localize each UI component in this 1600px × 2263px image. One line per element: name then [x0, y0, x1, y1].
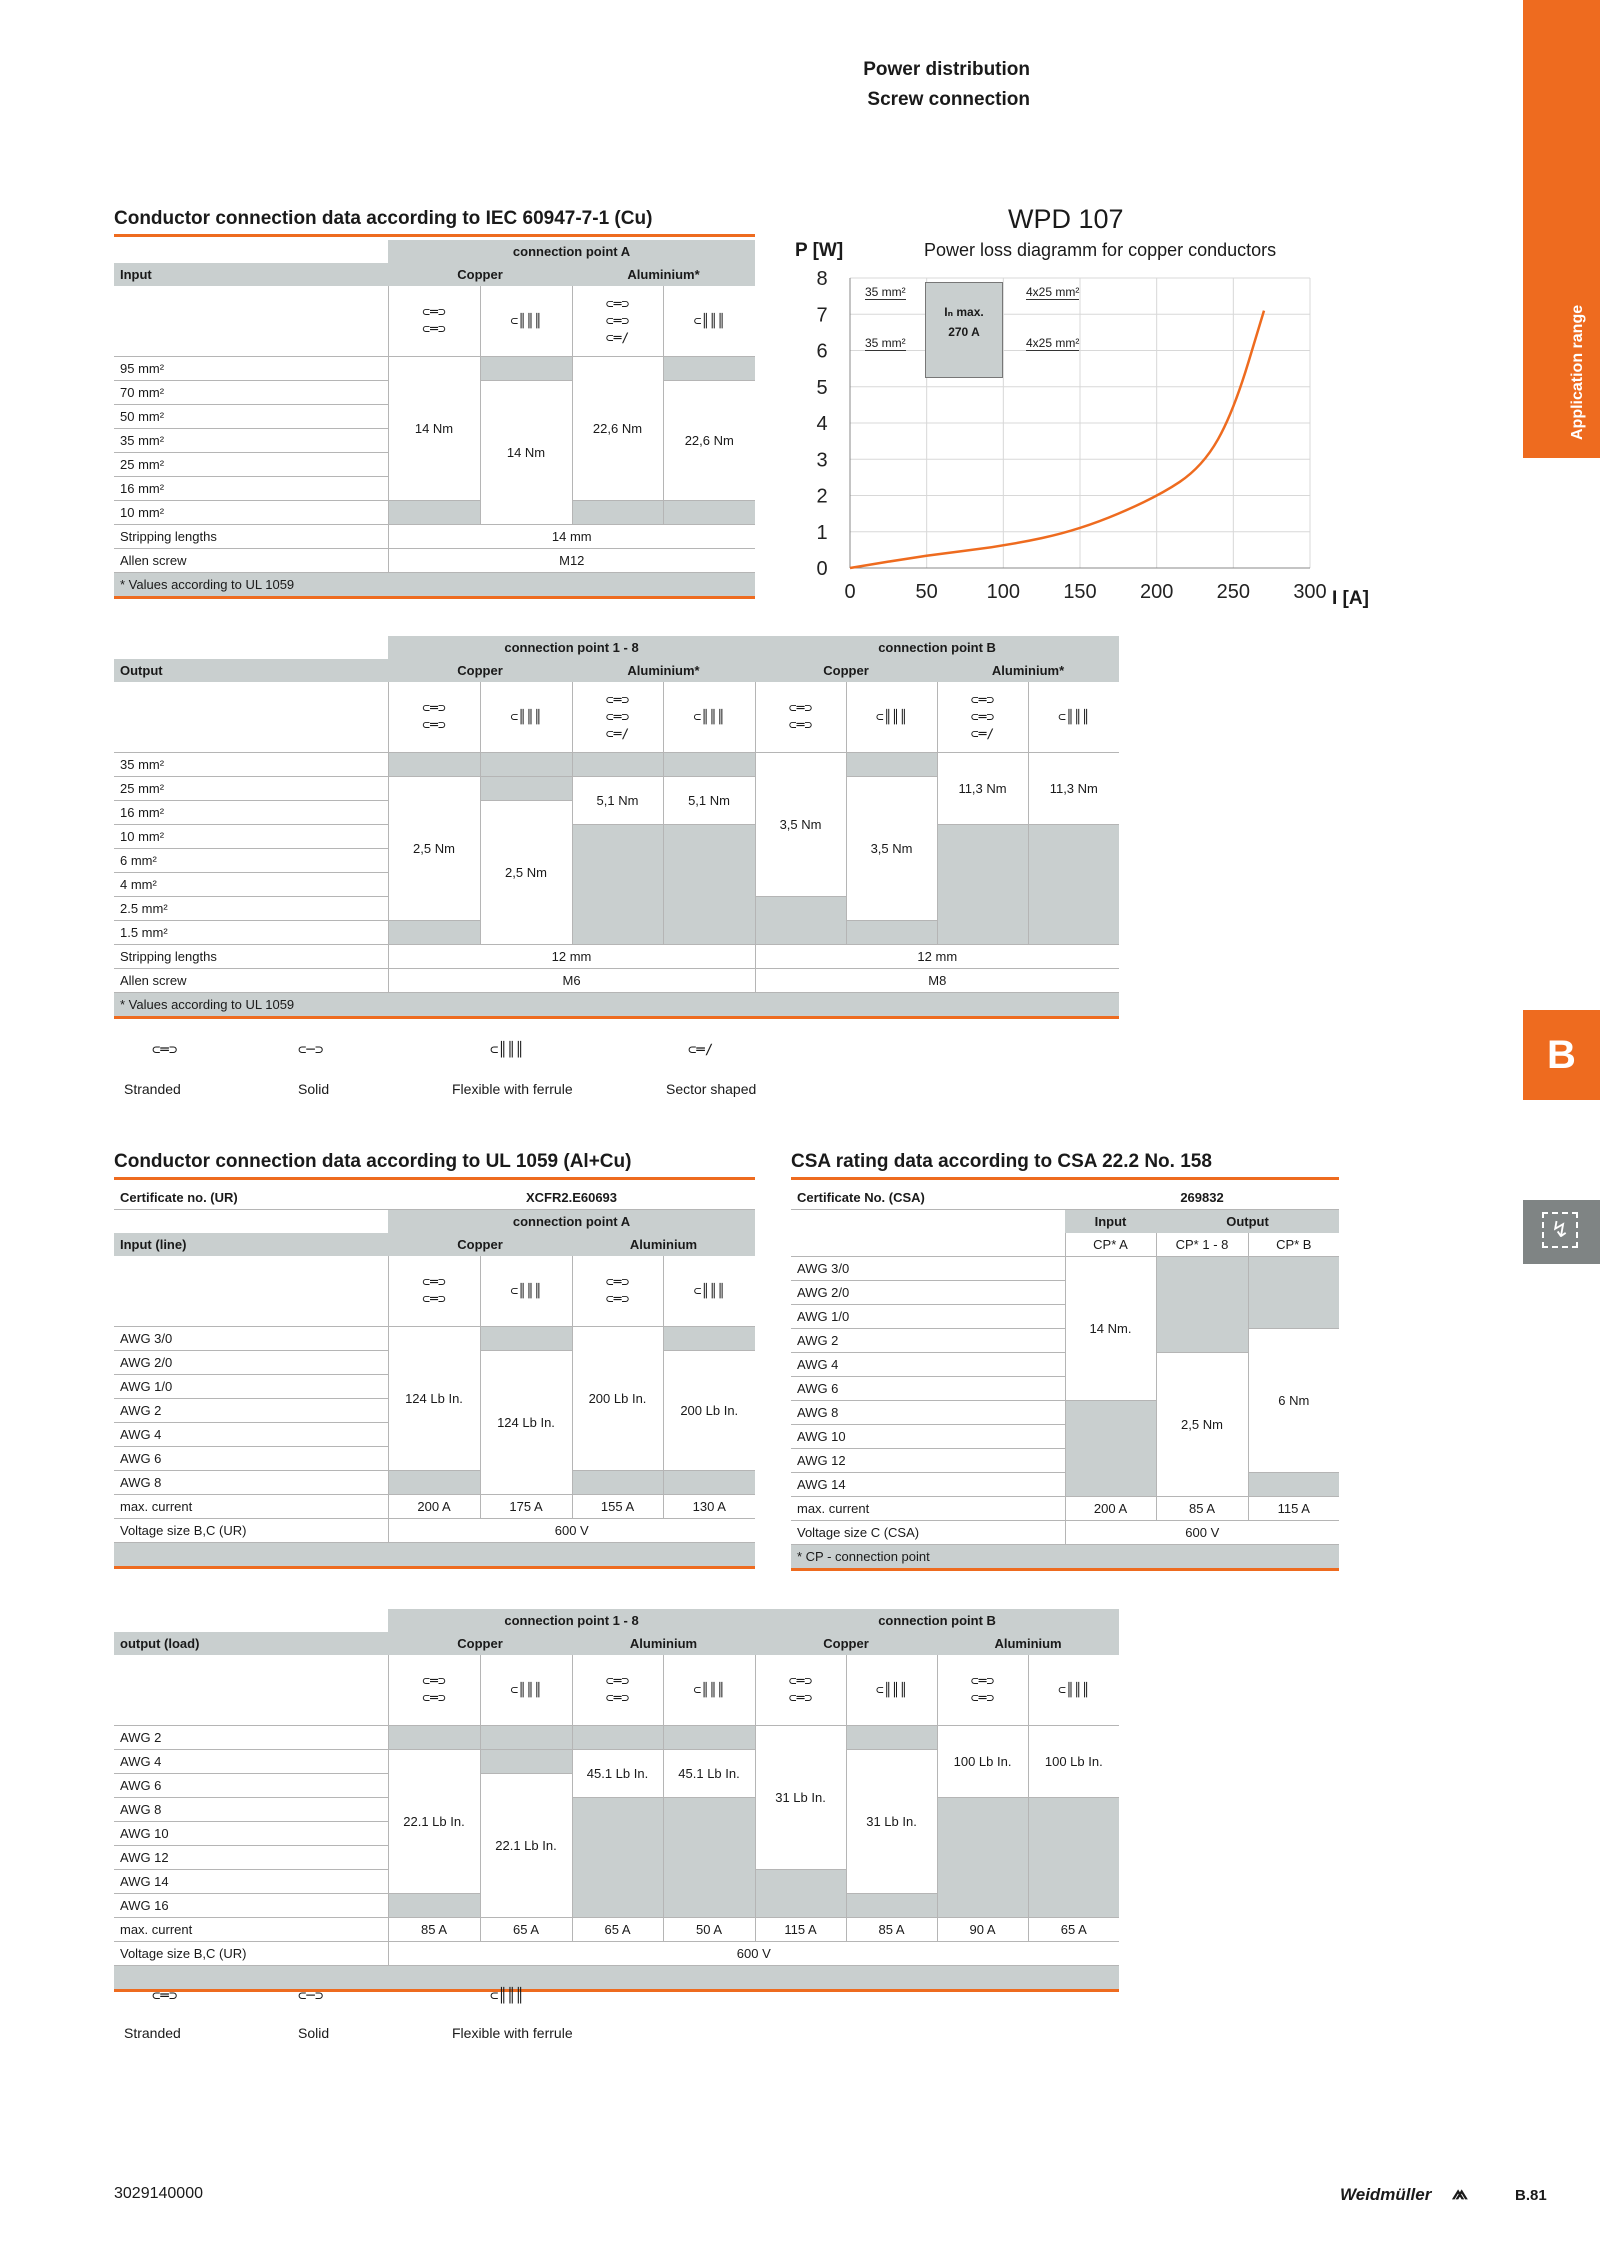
y-tick-label: 0: [816, 558, 828, 580]
ferrule-icon: ⊂║║║: [693, 1682, 725, 1698]
row-label: 1.5 mm²: [114, 921, 388, 945]
current-value: 115 A: [755, 1918, 846, 1942]
legend-ferrule: Flexible with ferrule: [452, 1081, 573, 1097]
legend-stranded: Stranded: [124, 1081, 181, 1097]
output-header: output (load): [114, 1632, 388, 1655]
anno-bottom-left: 35 mm²: [865, 336, 906, 350]
strip-value: 12 mm: [388, 945, 755, 969]
ferrule-icon: ⊂║║║: [510, 1283, 542, 1299]
iec-input-table: [114, 240, 755, 599]
chart-ylabel: P [W]: [795, 240, 844, 261]
current-value: 130 A: [663, 1495, 755, 1519]
stranded-legend-icon: ⊂═⊃: [152, 1988, 178, 2004]
row-label: 70 mm²: [114, 381, 388, 405]
ferrule-legend-icon: ⊂║║║: [490, 1042, 524, 1058]
value-31: 31 Lb In.: [846, 1750, 937, 1894]
csa-section-title: CSA rating data according to CSA 22.2 No. 158: [791, 1151, 1212, 1172]
current-value: 65 A: [572, 1918, 663, 1942]
legend-solid: Solid: [298, 1081, 330, 1097]
cp-b-value: 6 Nm: [1248, 1329, 1339, 1473]
group-header: connection point A: [388, 1210, 755, 1234]
value-45-1: 45.1 Lb In.: [572, 1750, 663, 1798]
value-5-1: 5,1 Nm: [663, 777, 755, 825]
power-loss-chart: [790, 270, 1330, 610]
al-ferrule-value: 22,6 Nm: [663, 381, 755, 501]
voltage-value: 600 V: [388, 1519, 755, 1543]
solid-sector-icon: ⊂═⊃ ⊂═⊃ ⊂═∕: [605, 692, 630, 742]
row-label: AWG 6: [114, 1774, 388, 1798]
row-label: AWG 8: [114, 1798, 388, 1822]
page-number: B.81: [1515, 2187, 1547, 2204]
voltage-label: Voltage size B,C (UR): [114, 1942, 388, 1966]
stranded-icon: ⊂═⊃ ⊂═⊃: [970, 1674, 995, 1706]
al-solid-value: 22,6 Nm: [572, 357, 663, 501]
row-label: AWG 14: [791, 1473, 1065, 1497]
iec-output-table: [114, 636, 1119, 1019]
row-label: 25 mm²: [114, 453, 388, 477]
strip-value: 12 mm: [755, 945, 1119, 969]
y-tick-label: 8: [816, 270, 828, 290]
strip-label: Stripping lengths: [114, 525, 388, 549]
copper-header: Copper: [388, 1233, 572, 1256]
section-letter-tab: B: [1523, 1010, 1600, 1100]
current-value: 65 A: [480, 1918, 572, 1942]
row-label: AWG 12: [791, 1449, 1065, 1473]
ferrule-icon: ⊂║║║: [510, 709, 542, 725]
x-tick-label: 150: [1063, 581, 1097, 603]
header-line1: Power distribution: [863, 59, 1030, 80]
ul-title-rule: [114, 1177, 755, 1180]
row-label: 35 mm²: [114, 429, 388, 453]
allen-label: Allen screw: [114, 549, 388, 573]
iec-title-rule: [114, 234, 755, 237]
value-45-1: 45.1 Lb In.: [663, 1750, 755, 1798]
value-22-1: 22.1 Lb In.: [480, 1774, 572, 1918]
row-label: AWG 1/0: [791, 1305, 1065, 1329]
ul-input-table: [114, 1186, 755, 1569]
in-max-box: [925, 282, 1003, 378]
aluminium-header: Aluminium*: [572, 263, 755, 286]
voltage-label: Voltage size C (CSA): [791, 1521, 1065, 1545]
current-value: 175 A: [480, 1495, 572, 1519]
sector-legend-icon: ⊂═∕: [688, 1042, 714, 1058]
lightning-icon: ↯: [1542, 1212, 1578, 1248]
aluminium-header: Aluminium*: [572, 659, 755, 682]
strip-value: 14 mm: [388, 525, 755, 549]
application-range-tab: [1523, 0, 1600, 458]
anno-top-left: 35 mm²: [865, 285, 906, 299]
row-label: 25 mm²: [114, 777, 388, 801]
row-label: AWG 12: [114, 1846, 388, 1870]
y-tick-label: 1: [816, 521, 828, 544]
y-tick-label: 2: [816, 485, 828, 508]
current-label: max. current: [114, 1918, 388, 1942]
row-label: 50 mm²: [114, 405, 388, 429]
group2-header: connection point B: [755, 636, 1119, 659]
row-label: AWG 4: [791, 1353, 1065, 1377]
y-tick-label: 3: [816, 449, 828, 472]
group1-header: connection point 1 - 8: [388, 1609, 755, 1632]
al-ferrule-value: 200 Lb In.: [663, 1351, 755, 1471]
row-label: AWG 8: [114, 1471, 388, 1495]
y-tick-label: 4: [816, 413, 828, 435]
group1-header: connection point 1 - 8: [388, 636, 755, 659]
header-line2: Screw connection: [867, 89, 1030, 110]
part-number: 3029140000: [114, 2185, 203, 2202]
row-label: AWG 4: [114, 1423, 388, 1447]
stranded-legend-icon: ⊂═⊃: [152, 1042, 178, 1058]
legend-sector: Sector shaped: [666, 1081, 757, 1097]
current-value: 115 A: [1248, 1497, 1339, 1521]
row-label: AWG 10: [114, 1822, 388, 1846]
input-header: Input (line): [114, 1233, 388, 1256]
solid-sector-icon: ⊂═⊃ ⊂═⊃ ⊂═∕: [970, 692, 995, 742]
csa-table: [791, 1186, 1339, 1571]
cu-ferrule-value: 14 Nm: [480, 381, 572, 525]
voltage-value: 600 V: [388, 1942, 1119, 1966]
chart-xlabel: I [A]: [1332, 588, 1369, 609]
ferrule-icon: ⊂║║║: [1058, 709, 1090, 725]
x-tick-label: 100: [986, 581, 1021, 603]
value-2-5: 2,5 Nm: [388, 777, 480, 921]
copper-header: Copper: [388, 263, 572, 286]
ul-section-title: Conductor connection data according to UL 1059 (Al+Cu): [114, 1151, 632, 1172]
cp-18-header: CP* 1 - 8: [1156, 1233, 1248, 1257]
copper-header: Copper: [388, 659, 572, 682]
y-tick-label: 7: [816, 304, 828, 327]
chart-subtitle: Power loss diagramm for copper conductors: [924, 240, 1277, 260]
output-header: Output: [114, 659, 388, 682]
x-tick-label: 300: [1293, 581, 1327, 603]
ferrule-icon: ⊂║║║: [1058, 1682, 1090, 1698]
iec-note: * Values according to UL 1059: [114, 573, 755, 598]
voltage-label: Voltage size B,C (UR): [114, 1519, 388, 1543]
value-5-1: 5,1 Nm: [572, 777, 663, 825]
output-header: Output: [1156, 1210, 1339, 1234]
row-label: 4 mm²: [114, 873, 388, 897]
row-label: 6 mm²: [114, 849, 388, 873]
row-label: 10 mm²: [114, 501, 388, 525]
anno-bottom-right: 4x25 mm²: [1026, 336, 1080, 350]
strip-label: Stripping lengths: [114, 945, 388, 969]
legend-ferrule: Flexible with ferrule: [452, 2025, 573, 2041]
row-label: AWG 10: [791, 1425, 1065, 1449]
copper-header: Copper: [388, 1632, 572, 1655]
solid-sector-icon: ⊂═⊃ ⊂═⊃ ⊂═∕: [605, 296, 630, 346]
solid-legend-icon: ⊂─⊃: [298, 1988, 324, 2004]
allen-value: M12: [388, 549, 755, 573]
in-max-label: Iₙ max.: [944, 305, 984, 319]
csa-note: * CP - connection point: [791, 1545, 1339, 1570]
current-value: 85 A: [1156, 1497, 1248, 1521]
stranded-icon: ⊂═⊃ ⊂═⊃: [422, 1275, 446, 1307]
row-label: 35 mm²: [114, 753, 388, 777]
aluminium-header: Aluminium: [572, 1632, 755, 1655]
stranded-icon: ⊂═⊃ ⊂═⊃: [788, 701, 813, 733]
row-label: AWG 8: [791, 1401, 1065, 1425]
x-tick-label: 200: [1139, 581, 1174, 603]
ferrule-icon: ⊂║║║: [693, 709, 725, 725]
input-value: 14 Nm.: [1065, 1257, 1156, 1401]
value-3-5: 3,5 Nm: [755, 753, 846, 897]
ferrule-legend-icon: ⊂║║║: [490, 1988, 524, 2004]
copper-header: Copper: [755, 1632, 937, 1655]
current-value: 200 A: [388, 1495, 480, 1519]
x-tick-label: 50: [915, 581, 938, 603]
current-value: 155 A: [572, 1495, 663, 1519]
value-100: 100 Lb In.: [1028, 1726, 1119, 1798]
aluminium-header: Aluminium: [572, 1233, 755, 1256]
row-label: AWG 2: [114, 1399, 388, 1423]
row-label: 16 mm²: [114, 801, 388, 825]
ferrule-icon: ⊂║║║: [510, 313, 542, 329]
legend-solid: Solid: [298, 2025, 330, 2041]
x-tick-label: 250: [1216, 581, 1251, 603]
voltage-value: 600 V: [1065, 1521, 1339, 1545]
row-label: AWG 6: [791, 1377, 1065, 1401]
row-label: AWG 2/0: [791, 1281, 1065, 1305]
row-label: AWG 4: [114, 1750, 388, 1774]
cp-18-value: 2,5 Nm: [1156, 1353, 1248, 1497]
ferrule-icon: ⊂║║║: [693, 313, 725, 329]
power-icon-tab: [1523, 1200, 1600, 1264]
aluminium-header: Aluminium*: [937, 659, 1119, 682]
y-tick-label: 6: [816, 340, 828, 363]
value-22-1: 22.1 Lb In.: [388, 1750, 480, 1894]
stranded-icon: ⊂═⊃ ⊂═⊃: [422, 305, 446, 337]
group2-header: connection point B: [755, 1609, 1119, 1632]
ferrule-icon: ⊂║║║: [875, 709, 908, 725]
row-label: AWG 6: [114, 1447, 388, 1471]
current-value: 65 A: [1028, 1918, 1119, 1942]
solid-legend-icon: ⊂─⊃: [298, 1042, 324, 1058]
row-label: AWG 14: [114, 1870, 388, 1894]
cert-label: Certificate No. (CSA): [791, 1186, 1065, 1210]
stranded-icon: ⊂═⊃ ⊂═⊃: [788, 1674, 813, 1706]
input-header: Input: [1065, 1210, 1156, 1234]
row-label: AWG 1/0: [114, 1375, 388, 1399]
iec-section-title: Conductor connection data according to IEC 60947-7-1 (Cu): [114, 208, 653, 229]
row-label: AWG 3/0: [114, 1327, 388, 1351]
legend-stranded: Stranded: [124, 2025, 181, 2041]
stranded-icon: ⊂═⊃ ⊂═⊃: [422, 701, 446, 733]
cu-stranded-value: 14 Nm: [388, 357, 480, 501]
value-100: 100 Lb In.: [937, 1726, 1028, 1798]
current-value: 200 A: [1065, 1497, 1156, 1521]
value-11-3: 11,3 Nm: [937, 753, 1028, 825]
ferrule-icon: ⊂║║║: [510, 1682, 542, 1698]
current-value: 85 A: [846, 1918, 937, 1942]
application-range-label: Application range: [1569, 304, 1586, 440]
row-label: 10 mm²: [114, 825, 388, 849]
row-label: AWG 2/0: [114, 1351, 388, 1375]
value-11-3: 11,3 Nm: [1028, 753, 1119, 825]
x-tick-label: 0: [844, 581, 856, 603]
stranded-icon: ⊂═⊃ ⊂═⊃: [605, 1275, 630, 1307]
current-value: 50 A: [663, 1918, 755, 1942]
al-value: 200 Lb In.: [572, 1327, 663, 1471]
y-tick-label: 5: [816, 376, 828, 399]
current-value: 90 A: [937, 1918, 1028, 1942]
row-label: 95 mm²: [114, 357, 388, 381]
stranded-icon: ⊂═⊃ ⊂═⊃: [605, 1674, 630, 1706]
current-label: max. current: [114, 1495, 388, 1519]
value-3-5: 3,5 Nm: [846, 777, 937, 921]
current-label: max. current: [791, 1497, 1065, 1521]
copper-header: Copper: [755, 659, 937, 682]
cert-value: 269832: [1065, 1186, 1339, 1210]
in-max-value: 270 A: [948, 325, 980, 339]
row-label: AWG 2: [114, 1726, 388, 1750]
allen-label: Allen screw: [114, 969, 388, 993]
cert-label: Certificate no. (UR): [114, 1186, 388, 1210]
row-label: AWG 3/0: [791, 1257, 1065, 1281]
row-label: AWG 2: [791, 1329, 1065, 1353]
ul-output-table: [114, 1609, 1119, 1992]
group-header: connection point A: [388, 240, 755, 263]
cp-a-header: CP* A: [1065, 1233, 1156, 1257]
row-label: 16 mm²: [114, 477, 388, 501]
aluminium-header: Aluminium: [937, 1632, 1119, 1655]
ferrule-icon: ⊂║║║: [693, 1283, 725, 1299]
cu-value: 124 Lb In.: [388, 1327, 480, 1471]
brand-logo: Weidmüller: [1340, 2185, 1432, 2204]
brand-mark-icon: ⩕: [1452, 2182, 1468, 2204]
row-label: AWG 16: [114, 1894, 388, 1918]
cert-value: XCFR2.E60693: [388, 1186, 755, 1210]
cp-b-header: CP* B: [1248, 1233, 1339, 1257]
allen-value: M6: [388, 969, 755, 993]
allen-value: M8: [755, 969, 1119, 993]
value-2-5: 2,5 Nm: [480, 801, 572, 945]
csa-title-rule: [791, 1177, 1339, 1180]
value-31: 31 Lb In.: [755, 1726, 846, 1870]
cu-ferrule-value: 124 Lb In.: [480, 1351, 572, 1495]
input-header: Input: [114, 263, 388, 286]
output-note: * Values according to UL 1059: [114, 993, 1119, 1018]
row-label: 2.5 mm²: [114, 897, 388, 921]
ferrule-icon: ⊂║║║: [875, 1682, 908, 1698]
current-value: 85 A: [388, 1918, 480, 1942]
anno-top-right: 4x25 mm²: [1026, 285, 1080, 299]
header-title: [863, 55, 1030, 115]
chart-title: WPD 107: [1008, 204, 1124, 234]
stranded-icon: ⊂═⊃ ⊂═⊃: [422, 1674, 446, 1706]
